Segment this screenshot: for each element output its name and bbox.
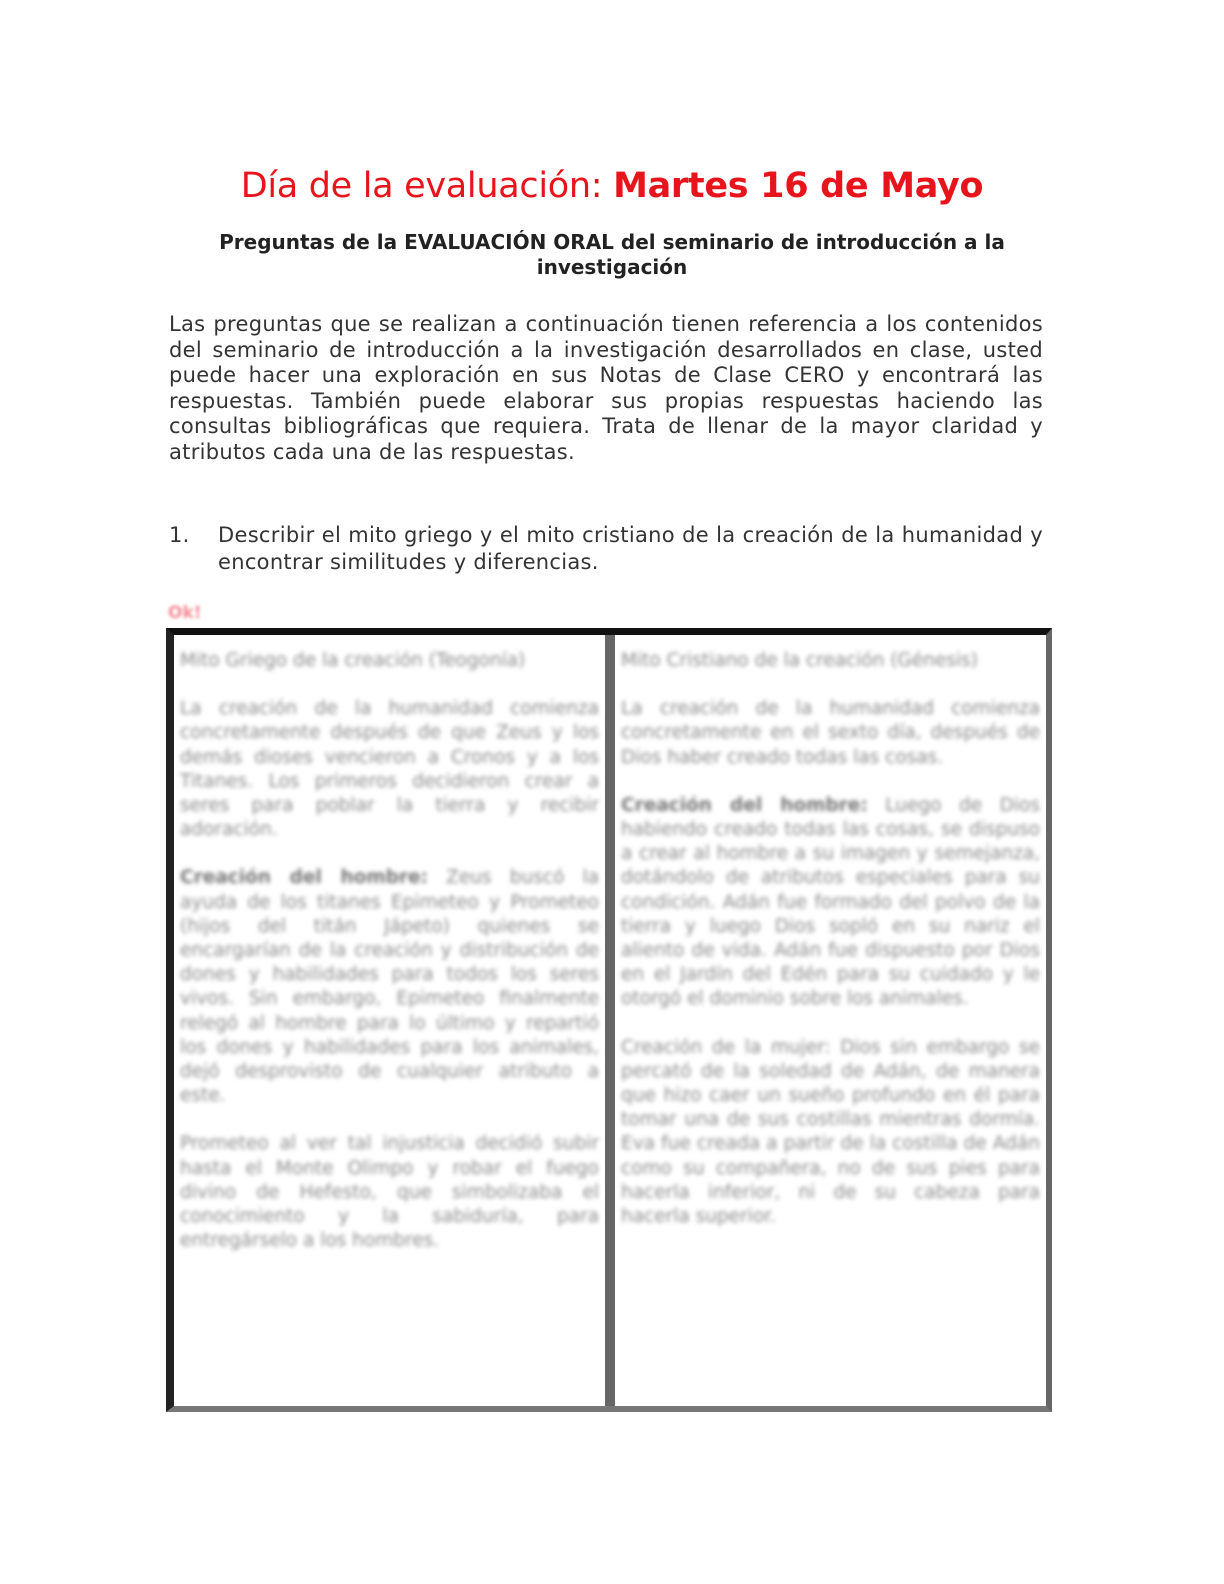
- question-number: 1.: [169, 523, 190, 547]
- page-subtitle: Preguntas de la EVALUACIÓN ORAL del seminario de introducción a la investigación: [219, 230, 1005, 279]
- paragraph-label: Creación del hombre:: [180, 867, 428, 889]
- column-heading: Mito Cristiano de la creación (Génesis): [621, 650, 978, 671]
- intro-paragraph: Las preguntas que se realizan a continuación tienen referencia a los contenidos del seminario de introducción a la investigación desarrollados en clase, usted puede hacer una exploración en sus Notas de Clase CERO y encontrará las respuestas. También puede elaborar sus propias respuestas haciendo las consultas bibliográficas que requiera. Trata de llenar de la mayor claridad y atributos cada una de las respuestas.: [169, 312, 1043, 464]
- column-heading: Mito Griego de la creación (Teogonía): [180, 650, 526, 671]
- question-text: Describir el mito griego y el mito cristiano de la creación de la humanidad y encontrar similitudes y diferencias.: [218, 523, 1043, 574]
- question-item: [169, 522, 1043, 576]
- answer-table-image: [166, 628, 1052, 1412]
- title-prefix: Día de la evaluación:: [240, 166, 614, 206]
- handwritten-mark: Ok!: [168, 603, 202, 623]
- evaluation-date: Martes 16 de Mayo: [613, 166, 984, 206]
- paragraph-text: Luego de Dios habiendo creado todas las cosas, se dispuso a crear al hombre a su imagen y semejanza, dotándolo de atributos especiales para su condición. Adán fue formado del polvo de la tierra y luego Dios sopló en su nariz el aliento de vida. Adán fue dispuesto por Dios en el Jardín del Edén para su cuidado y le otorgó el dominio sobre los animales.: [621, 794, 1040, 1010]
- column-paragraph: Prometeo al ver tal injusticia decidió subir hasta el Monte Olimpo y robar el fuego divino de Hefesto, que simbolizaba el conocimiento y la sabiduría, para entregárselo a los hombres.: [180, 1133, 599, 1252]
- column-paragraph: La creación de la humanidad comienza concretamente en el sexto día, después de Dios haber creado todas las cosas.: [621, 698, 1040, 768]
- paragraph-text: Zeus buscó la ayuda de los titanes Epimeteo y Prometeo (hijos del titán Jápeto) quienes se encargarían de la creación y distribución de dones y habilidades para todos los seres vivos. Sin embargo, Epimeteo finalmente relegó al hombre para lo último y repartió los dones y habilidades para los animales, dejó desprovisto de cualquier atributo a este.: [180, 867, 599, 1107]
- column-paragraph: [180, 866, 599, 1108]
- page-title: [0, 166, 1224, 206]
- greek-myth-column: [174, 635, 605, 1406]
- column-paragraph: [621, 794, 1040, 1012]
- column-paragraph: Creación de la mujer: Dios sin embargo se percató de la soledad de Adán, de manera que hizo caer un sueño profundo en él para tomar una de sus costillas mientras dormía. Eva fue creada a partir de la costilla de Adán como su compañera, no de sus pies para hacerla inferior, ni de su cabeza para hacerla superior.: [621, 1036, 1040, 1228]
- paragraph-label: Creación del hombre:: [621, 794, 868, 816]
- column-divider: [605, 635, 615, 1406]
- christian-myth-column: [615, 635, 1046, 1406]
- column-paragraph: La creación de la humanidad comienza concretamente después de que Zeus y los demás dioses vencieron a Cronos y a los Titanes. Los primeros decidieron crear a seres para poblar la tierra y recibir adoración.: [180, 698, 599, 841]
